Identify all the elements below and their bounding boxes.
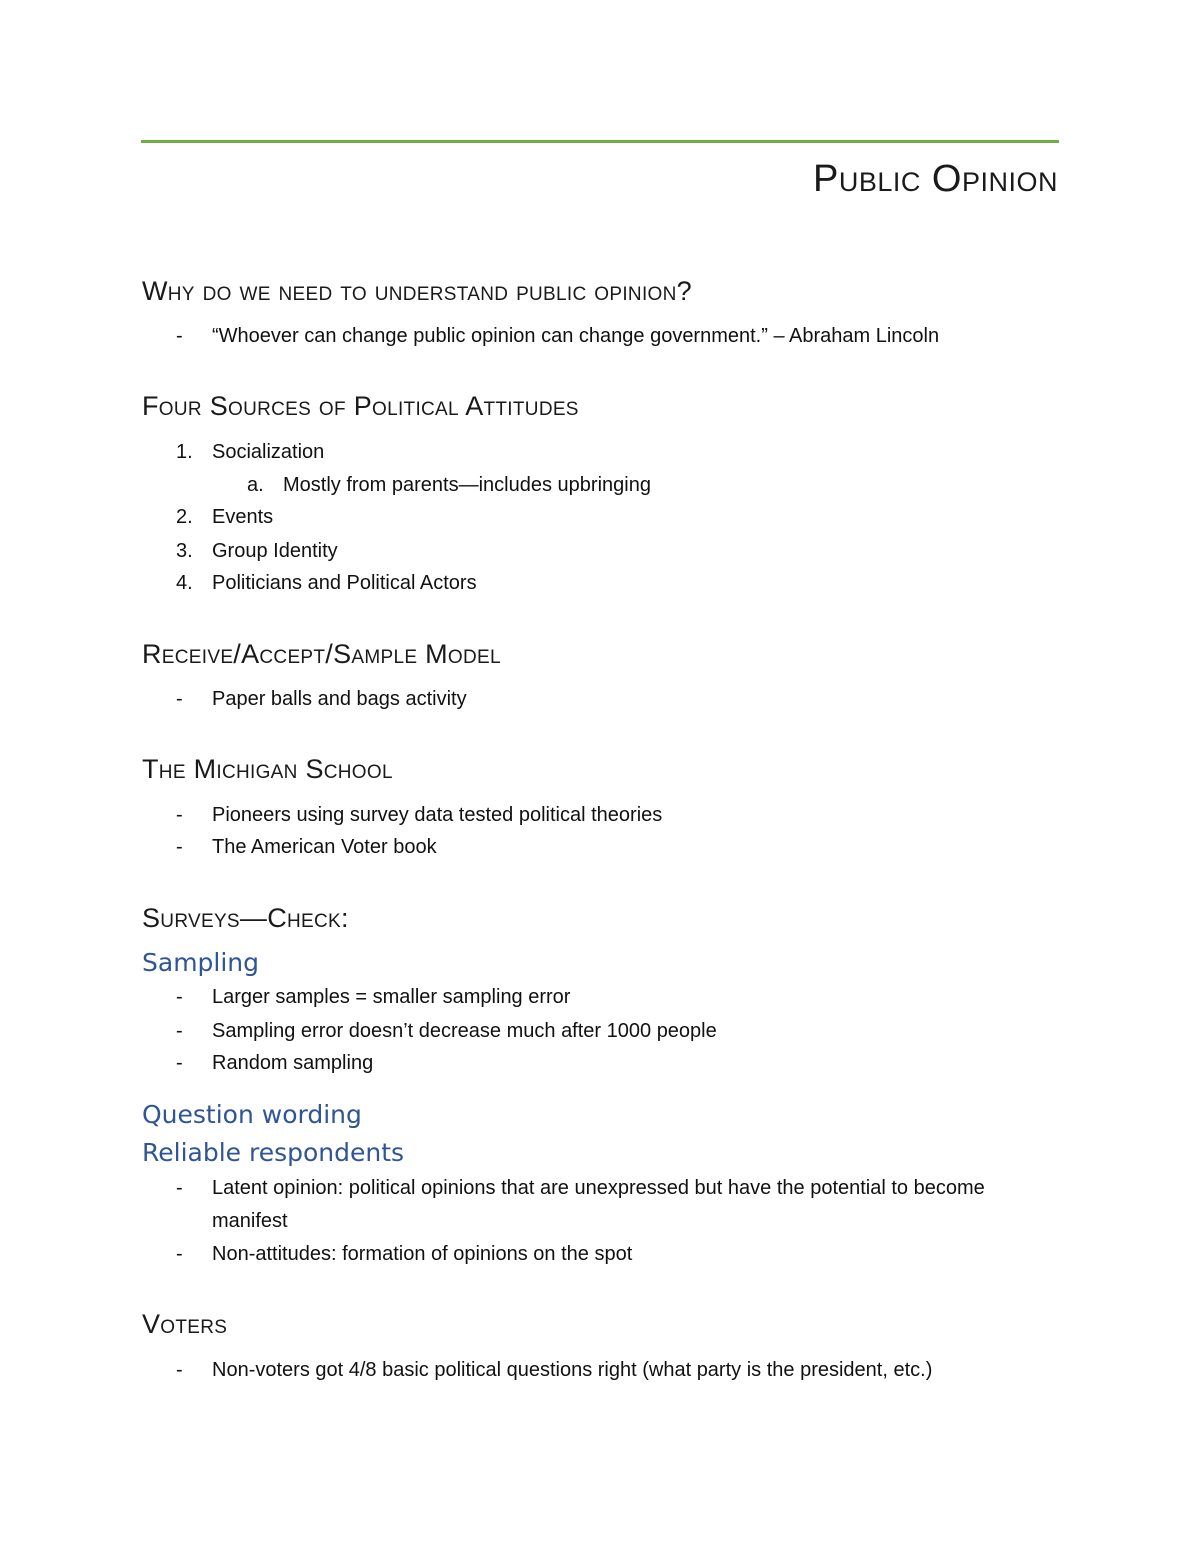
subheading-sampling: Sampling — [142, 948, 260, 977]
heading-ras-model: Receive/Accept/Sample Model — [142, 639, 501, 669]
bullet-dash: - — [176, 836, 183, 858]
subheading-question-wording: Question wording — [142, 1100, 362, 1129]
bullet-american-voter: The American Voter book — [212, 836, 437, 858]
list-number: 2. — [176, 506, 193, 528]
list-number: 1. — [176, 441, 193, 463]
heading-surveys-check: Surveys—Check: — [142, 903, 349, 933]
bullet-non-attitudes: Non-attitudes: formation of opinions on the spot — [212, 1243, 633, 1265]
bullet-latent-opinion-continued: manifest — [212, 1210, 288, 1232]
bullet-dash: - — [176, 804, 183, 826]
heading-why-understand-public-opinion: Why do we need to understand public opinion? — [142, 276, 692, 306]
bullet-pioneers: Pioneers using survey data tested political theories — [212, 804, 663, 826]
list-item-socialization: Socialization — [212, 441, 325, 463]
bullet-dash: - — [176, 1052, 183, 1074]
bullet-latent-opinion: Latent opinion: political opinions that are unexpressed but have the potential to become — [212, 1177, 985, 1199]
bullet-dash: - — [176, 1243, 183, 1265]
heading-michigan-school: The Michigan School — [142, 754, 393, 784]
top-horizontal-rule — [141, 140, 1059, 143]
bullet-dash: - — [176, 325, 183, 347]
list-item-politicians: Politicians and Political Actors — [212, 572, 477, 594]
list-number: 3. — [176, 540, 193, 562]
bullet-random-sampling: Random sampling — [212, 1052, 374, 1074]
bullet-dash: - — [176, 688, 183, 710]
list-number: 4. — [176, 572, 193, 594]
bullet-dash: - — [176, 1020, 183, 1042]
bullet-sampling-error: Sampling error doesn’t decrease much after 1000 people — [212, 1020, 717, 1042]
bullet-dash: - — [176, 1359, 183, 1381]
list-subitem-parents: Mostly from parents—includes upbringing — [283, 474, 651, 496]
bullet-paper-balls: Paper balls and bags activity — [212, 688, 467, 710]
bullet-dash: - — [176, 1177, 183, 1199]
quote-lincoln: “Whoever can change public opinion can change government.” – Abraham Lincoln — [212, 325, 940, 347]
heading-four-sources: Four Sources of Political Attitudes — [142, 391, 579, 421]
bullet-non-voters: Non-voters got 4/8 basic political questions right (what party is the president, etc.) — [212, 1359, 933, 1381]
heading-voters: Voters — [142, 1309, 228, 1339]
list-item-events: Events — [212, 506, 274, 528]
page-title: Public Opinion — [813, 158, 1058, 200]
list-letter: a. — [247, 474, 264, 496]
bullet-dash: - — [176, 986, 183, 1008]
list-item-group-identity: Group Identity — [212, 540, 338, 562]
subheading-reliable-respondents: Reliable respondents — [142, 1138, 405, 1167]
bullet-larger-samples: Larger samples = smaller sampling error — [212, 986, 571, 1008]
